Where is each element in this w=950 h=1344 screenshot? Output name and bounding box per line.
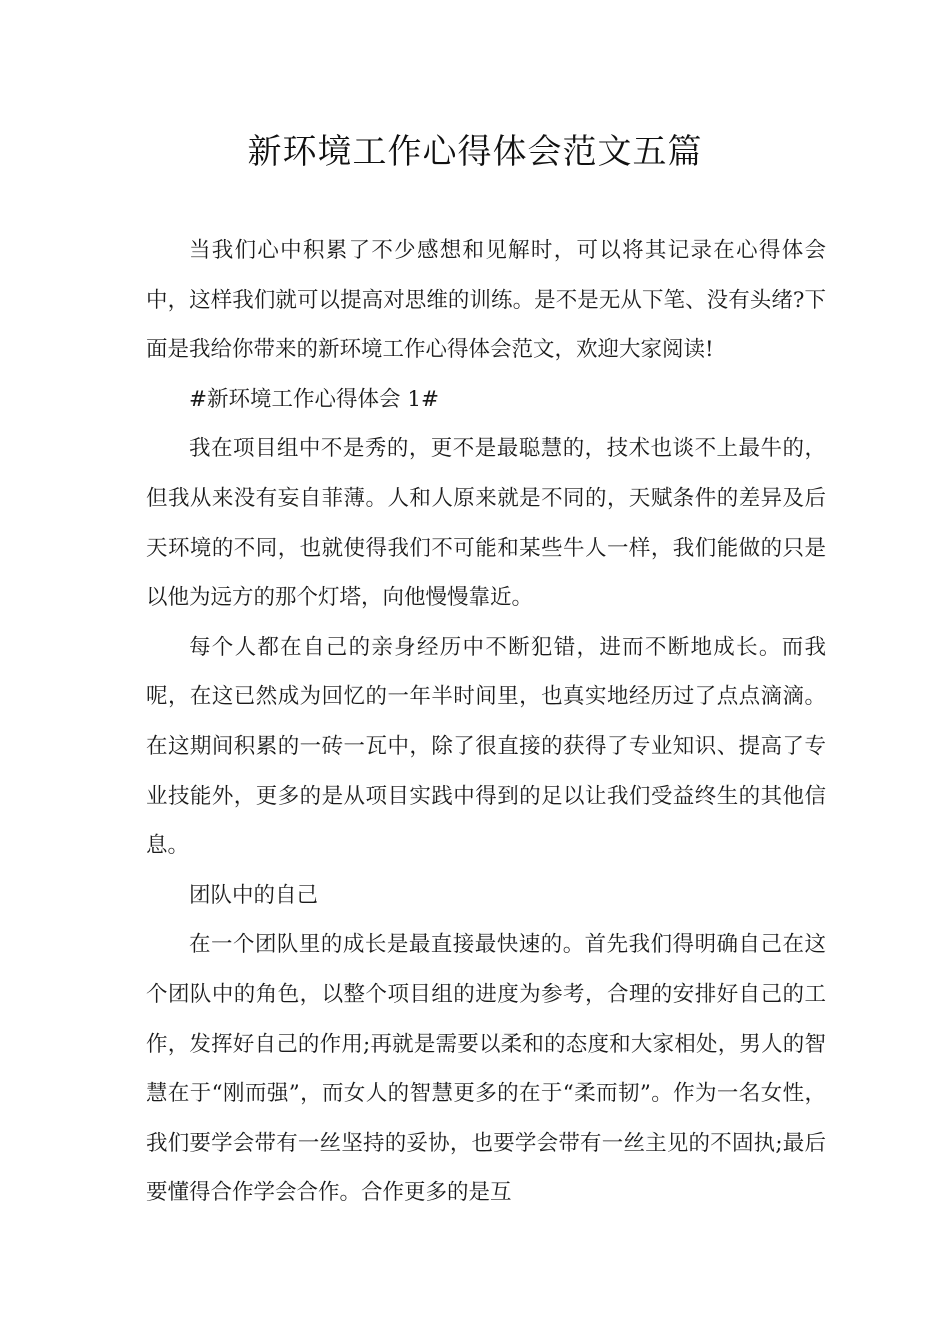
section-heading-1: #新环境工作心得体会 1# — [189, 386, 440, 412]
body-paragraph: 我在项目组中不是秀的，更不是最聪慧的，技术也谈不上最牛的，但我从来没有妄自菲薄。人和人原来就是不同的，天赋条件的差异及后天环境的不同，也就使得我们不可能和某些牛人一样，我们能做的只是以他为远方的那个灯塔，向他慢慢靠近。 — [146, 436, 826, 611]
body-paragraph: 在一个团队里的成长是最直接最快速的。首先我们得明确自己在这个团队中的角色，以整个项目组的进度为参考，合理的安排好自己的工作，发挥好自己的作用;再就是需要以柔和的态度和大家相处，男人的智慧在于“刚而强”，而女人的智慧更多的在于“柔而韧”。作为一名女性，我们要学会带有一丝坚持的妥协，也要学会带有一丝主见的不固执;最后要懂得合作学会合作。合作更多的是互 — [146, 932, 826, 1206]
body-paragraph: 每个人都在自己的亲身经历中不断犯错，进而不断地成长。而我呢，在这已然成为回忆的一年半时间里，也真实地经历过了点点滴滴。在这期间积累的一砖一瓦中，除了很直接的获得了专业知识、提高了专业技能外，更多的是从项目实践中得到的足以让我们受益终生的其他信息。 — [146, 634, 826, 859]
subheading-team-self: 团队中的自己 — [189, 882, 319, 908]
document-body — [146, 226, 826, 1218]
intro-paragraph: 当我们心中积累了不少感想和见解时，可以将其记录在心得体会中，这样我们就可以提高对思维的训练。是不是无从下笔、没有头绪?下面是我给你带来的新环境工作心得体会范文，欢迎大家阅读! — [146, 238, 826, 363]
document-title: 新环境工作心得体会范文五篇 — [247, 132, 703, 172]
